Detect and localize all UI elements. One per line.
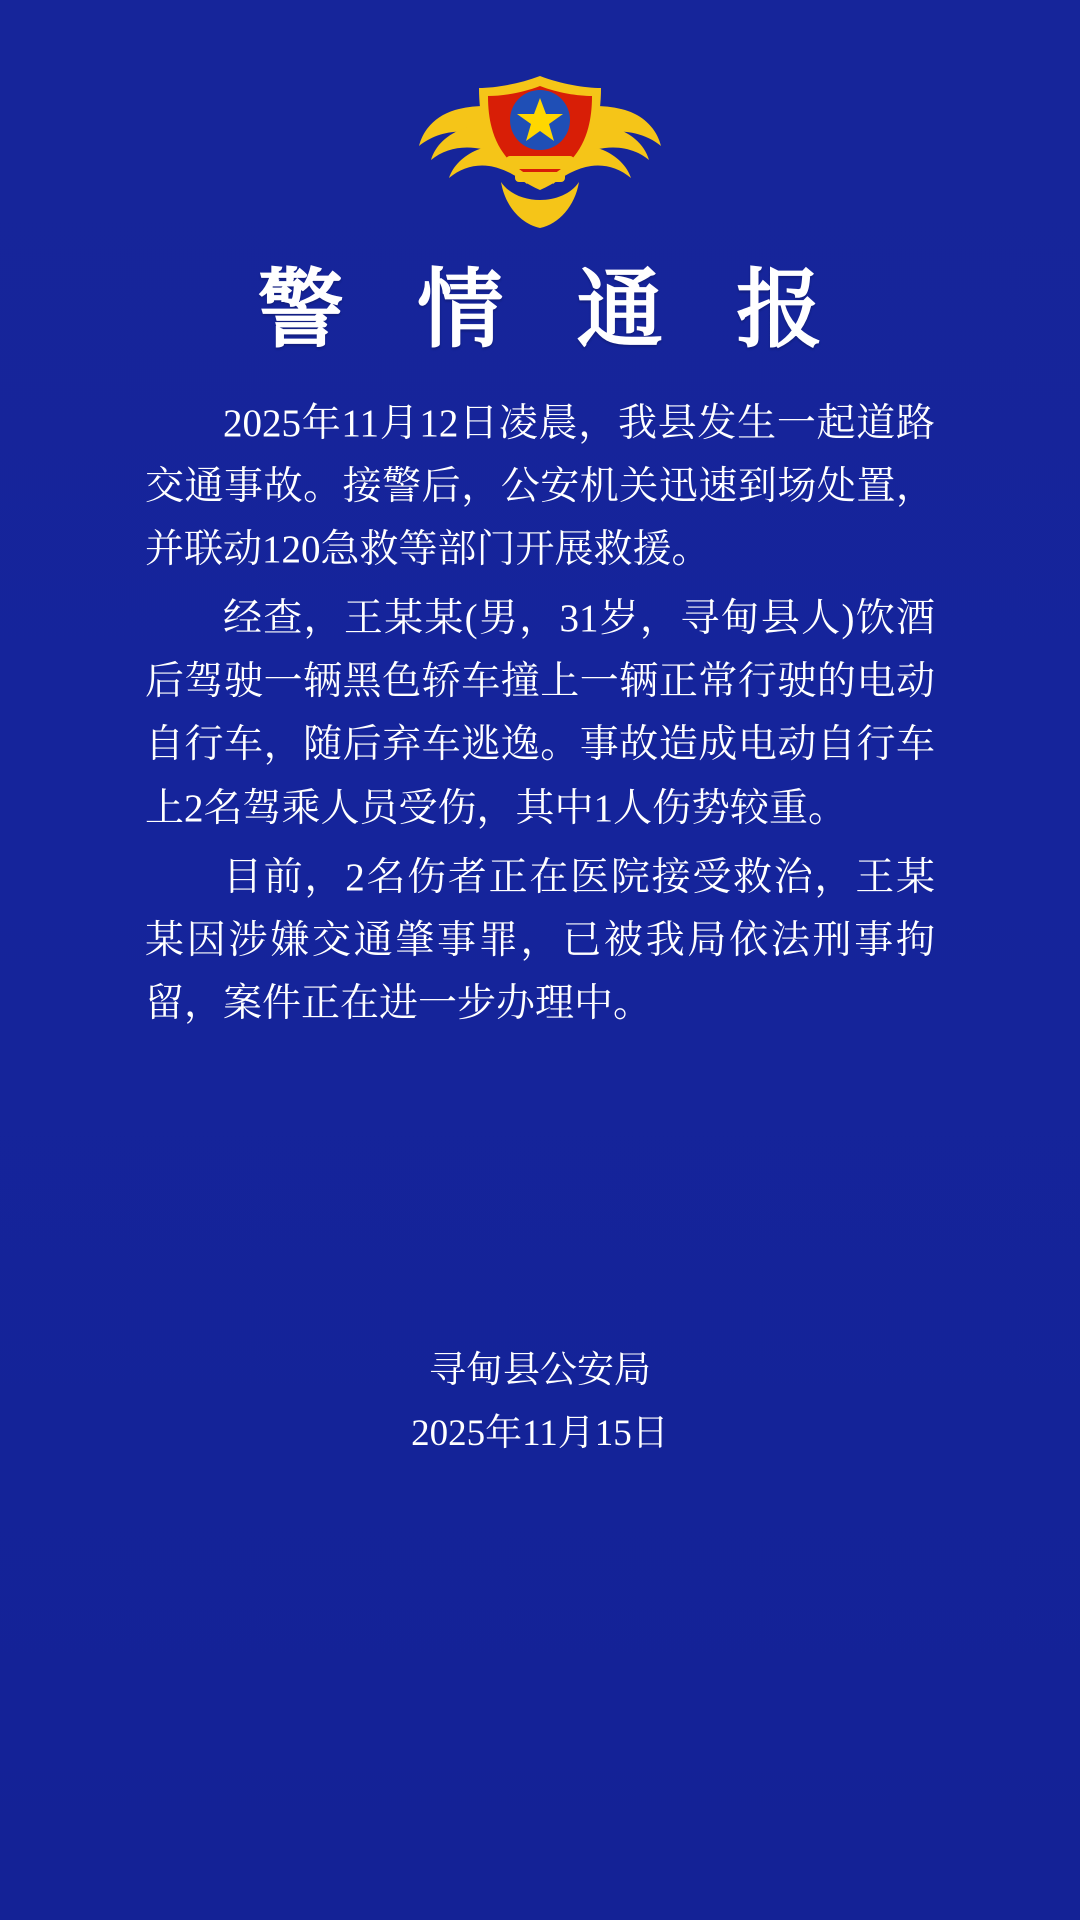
page-title: 警 情 通 报	[257, 262, 849, 358]
issuing-authority: 寻甸县公安局	[429, 1350, 651, 1391]
issue-date: 2025年11月15日	[411, 1412, 669, 1454]
notice-paragraph: 2025年11月12日凌晨，我县发生一起道路交通事故。接警后，公安机关迅速到场处置，并联动120急救等部门开展救援。	[145, 401, 935, 571]
notice-paragraph: 经查，王某某(男，31岁，寻甸县人)饮酒后驾驶一辆黑色轿车撞上一辆正常行驶的电动自行车，随后弃车逃逸。事故造成电动自行车上2名驾乘人员受伤，其中1人伤势较重。	[145, 597, 935, 830]
police-emblem-graphic	[405, 62, 675, 237]
china-police-emblem	[405, 62, 675, 237]
notice-paragraph: 目前，2名伤者正在医院接受救治，王某某因涉嫌交通肇事罪，已被我局依法刑事拘留，案件正在进一步办理中。	[145, 855, 935, 1026]
signature-block	[0, 1340, 1080, 1466]
notice-body	[145, 392, 935, 1042]
